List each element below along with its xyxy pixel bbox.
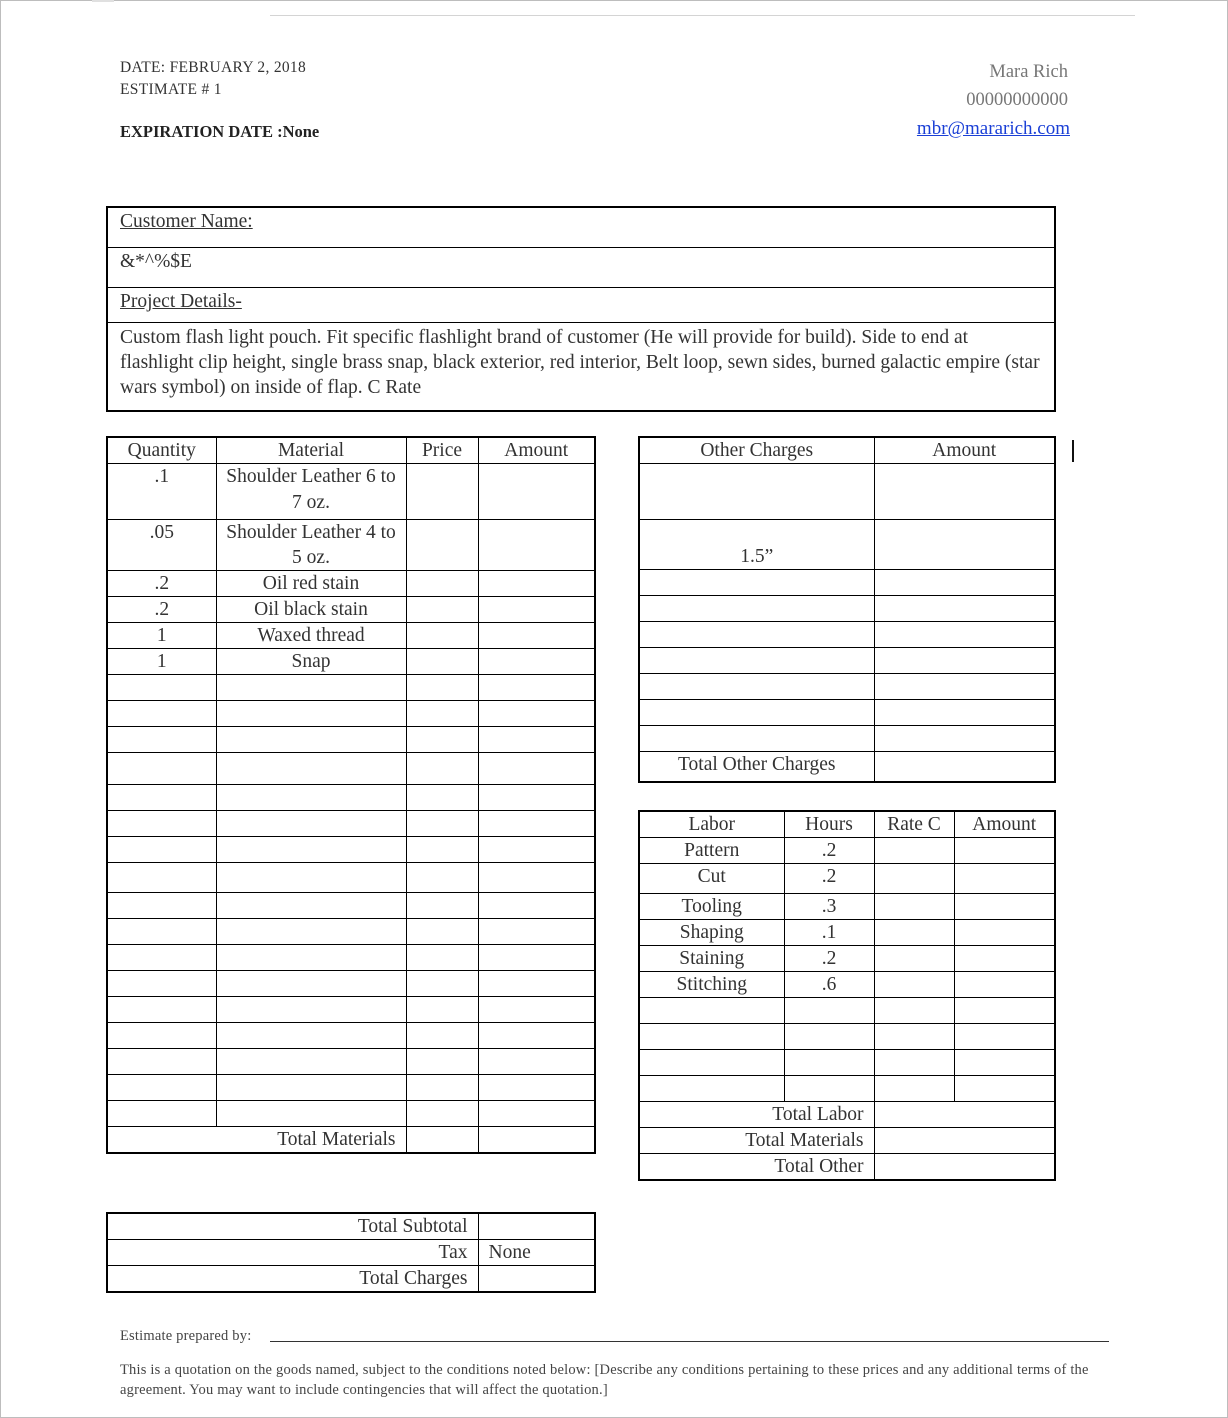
labor-rate-cell[interactable] bbox=[874, 838, 954, 864]
labor-hours-cell[interactable]: .2 bbox=[784, 864, 874, 894]
summary-total-materials-label: Total Materials bbox=[639, 1128, 874, 1154]
quantity-cell[interactable]: .2 bbox=[107, 597, 216, 623]
table-row bbox=[107, 571, 595, 597]
labor-task-cell[interactable]: Tooling bbox=[639, 894, 784, 920]
labor-rate-cell[interactable] bbox=[874, 946, 954, 972]
total-materials-label: Total Materials bbox=[107, 1127, 406, 1154]
quantity-cell[interactable]: 1 bbox=[107, 623, 216, 649]
other-charges-total-row bbox=[639, 752, 1055, 782]
project-details-label-row bbox=[108, 288, 1054, 323]
table-row[interactable] bbox=[639, 726, 1055, 752]
labor-task-cell[interactable]: Pattern bbox=[639, 838, 784, 864]
material-cell[interactable]: Waxed thread bbox=[216, 623, 406, 649]
price-cell[interactable] bbox=[406, 623, 478, 649]
subtotal-row bbox=[107, 1213, 595, 1240]
table-row bbox=[639, 946, 1055, 972]
table-row bbox=[107, 623, 595, 649]
table-row[interactable] bbox=[107, 1049, 595, 1075]
other-charge-cell[interactable] bbox=[639, 464, 874, 520]
amount-cell[interactable] bbox=[478, 464, 595, 520]
total-charges-row bbox=[107, 1266, 595, 1293]
table-row bbox=[107, 649, 595, 675]
total-other-charges-label: Total Other Charges bbox=[639, 752, 874, 782]
price-cell[interactable] bbox=[406, 464, 478, 520]
labor-task-cell[interactable]: Shaping bbox=[639, 920, 784, 946]
table-row[interactable] bbox=[107, 971, 595, 997]
table-row[interactable] bbox=[639, 570, 1055, 596]
customer-name-value: &*^%$E bbox=[120, 251, 192, 272]
amount-cell[interactable] bbox=[478, 571, 595, 597]
table-row[interactable] bbox=[107, 945, 595, 971]
other-amount-cell[interactable] bbox=[874, 520, 1055, 570]
labor-hours-cell[interactable]: .2 bbox=[784, 838, 874, 864]
customer-name-value-row[interactable] bbox=[108, 248, 1054, 288]
table-row[interactable] bbox=[639, 648, 1055, 674]
quantity-cell[interactable]: .2 bbox=[107, 571, 216, 597]
quotation-note: This is a quotation on the goods named, subject to the conditions noted below: [Describe any conditions pertaining to these prices and any additional terms of the agreement. You may want to include contingencies that will affect the quotation.] bbox=[120, 1362, 1089, 1398]
other-amount-header: Amount bbox=[874, 437, 1055, 464]
table-row[interactable] bbox=[639, 622, 1055, 648]
quantity-cell[interactable]: .05 bbox=[107, 520, 216, 571]
labor-rate-cell[interactable] bbox=[874, 972, 954, 998]
estimate-number: ESTIMATE # 1 bbox=[120, 81, 222, 98]
labor-hours-cell[interactable]: .3 bbox=[784, 894, 874, 920]
labor-summary-row bbox=[639, 1102, 1055, 1128]
table-row[interactable] bbox=[107, 863, 595, 893]
table-row[interactable] bbox=[107, 753, 595, 785]
quantity-cell[interactable]: 1 bbox=[107, 649, 216, 675]
table-row[interactable] bbox=[639, 700, 1055, 726]
amount-header: Amount bbox=[478, 437, 595, 464]
labor-amount-header: Amount bbox=[954, 811, 1055, 838]
customer-box bbox=[106, 206, 1056, 412]
table-row[interactable] bbox=[107, 893, 595, 919]
material-header: Material bbox=[216, 437, 406, 464]
project-details-value[interactable]: Custom flash light pouch. Fit specific flashlight brand of customer (He will provide for build). Side to end at flashlight clip height, single brass snap, black exterior, red interior, Belt loop, sewn sides, burned galactic empire (star wars symbol) on inside of flap. C Rate bbox=[120, 327, 1040, 398]
contact-name: Mara Rich bbox=[989, 62, 1068, 82]
table-row bbox=[107, 597, 595, 623]
contact-email-link[interactable]: mbr@mararich.com bbox=[916, 118, 1070, 139]
table-row[interactable] bbox=[107, 701, 595, 727]
labor-header: Labor bbox=[639, 811, 784, 838]
table-row[interactable] bbox=[639, 1076, 1055, 1102]
price-cell[interactable] bbox=[406, 571, 478, 597]
other-amount-cell[interactable] bbox=[874, 464, 1055, 520]
table-row[interactable] bbox=[107, 997, 595, 1023]
table-row[interactable] bbox=[639, 998, 1055, 1024]
total-materials-price-cell[interactable] bbox=[406, 1127, 478, 1154]
total-subtotal-label: Total Subtotal bbox=[107, 1213, 478, 1240]
labor-task-cell[interactable]: Staining bbox=[639, 946, 784, 972]
table-row[interactable] bbox=[639, 674, 1055, 700]
materials-header-row bbox=[107, 437, 595, 464]
table-row[interactable] bbox=[107, 1075, 595, 1101]
labor-amount-cell[interactable] bbox=[954, 920, 1055, 946]
labor-amount-cell[interactable] bbox=[954, 838, 1055, 864]
prepared-by-label: Estimate prepared by: bbox=[120, 1328, 252, 1344]
other-charges-header-row bbox=[639, 437, 1055, 464]
material-cell[interactable]: Oil red stain bbox=[216, 571, 406, 597]
summary-total-materials-amount[interactable] bbox=[874, 1128, 1055, 1154]
other-charges-header: Other Charges bbox=[639, 437, 874, 464]
material-cell[interactable]: Shoulder Leather 4 to 5 oz. bbox=[216, 520, 406, 571]
totals-table bbox=[106, 1212, 596, 1293]
table-row[interactable] bbox=[107, 1023, 595, 1049]
table-row bbox=[639, 464, 1055, 520]
price-header: Price bbox=[406, 437, 478, 464]
materials-table bbox=[106, 436, 596, 1154]
amount-cell[interactable] bbox=[478, 649, 595, 675]
table-row[interactable] bbox=[107, 1101, 595, 1127]
amount-cell[interactable] bbox=[478, 520, 595, 571]
labor-rate-cell[interactable] bbox=[874, 864, 954, 894]
quantity-cell[interactable]: .1 bbox=[107, 464, 216, 520]
price-cell[interactable] bbox=[406, 649, 478, 675]
header-rule bbox=[270, 15, 1135, 16]
table-row bbox=[639, 972, 1055, 998]
total-other-label: Total Other bbox=[639, 1154, 874, 1181]
labor-summary-row bbox=[639, 1154, 1055, 1181]
material-cell[interactable]: Oil black stain bbox=[216, 597, 406, 623]
tax-label: Tax bbox=[107, 1240, 478, 1266]
total-labor-amount[interactable] bbox=[874, 1102, 1055, 1128]
table-row bbox=[639, 894, 1055, 920]
labor-table bbox=[638, 810, 1056, 1181]
table-row[interactable] bbox=[107, 727, 595, 753]
total-materials-amount-cell[interactable] bbox=[478, 1127, 595, 1154]
price-cell[interactable] bbox=[406, 520, 478, 571]
labor-rate-cell[interactable] bbox=[874, 894, 954, 920]
table-row bbox=[639, 864, 1055, 894]
amount-cell[interactable] bbox=[478, 623, 595, 649]
expiration-date: EXPIRATION DATE :None bbox=[120, 122, 320, 141]
total-other-amount[interactable] bbox=[874, 1154, 1055, 1181]
rate-header: Rate C bbox=[874, 811, 954, 838]
price-cell[interactable] bbox=[406, 597, 478, 623]
quantity-header: Quantity bbox=[107, 437, 216, 464]
labor-hours-cell[interactable]: .2 bbox=[784, 946, 874, 972]
table-row[interactable] bbox=[639, 1050, 1055, 1076]
text-cursor-icon bbox=[1072, 440, 1074, 462]
labor-task-cell[interactable]: Stitching bbox=[639, 972, 784, 998]
hours-header: Hours bbox=[784, 811, 874, 838]
project-details-label: Project Details- bbox=[120, 291, 242, 312]
table-row[interactable] bbox=[107, 785, 595, 811]
ruler-mark bbox=[92, 0, 114, 2]
customer-name-label-row bbox=[108, 208, 1054, 248]
signature-line[interactable] bbox=[270, 1341, 1109, 1342]
other-charge-cell[interactable]: 1.5” bbox=[639, 520, 874, 570]
labor-hours-cell[interactable]: .1 bbox=[784, 920, 874, 946]
table-row bbox=[639, 838, 1055, 864]
total-subtotal-amount[interactable] bbox=[478, 1213, 595, 1240]
labor-amount-cell[interactable] bbox=[954, 972, 1055, 998]
table-row bbox=[107, 520, 595, 571]
material-cell[interactable]: Snap bbox=[216, 649, 406, 675]
materials-total-row bbox=[107, 1127, 595, 1154]
labor-task-cell[interactable]: Cut bbox=[639, 864, 784, 894]
table-row[interactable] bbox=[639, 596, 1055, 622]
table-row[interactable] bbox=[107, 837, 595, 863]
tax-row bbox=[107, 1240, 595, 1266]
labor-amount-cell[interactable] bbox=[954, 894, 1055, 920]
labor-amount-cell[interactable] bbox=[954, 946, 1055, 972]
amount-cell[interactable] bbox=[478, 597, 595, 623]
total-other-charges-amount[interactable] bbox=[874, 752, 1055, 782]
table-row[interactable] bbox=[107, 811, 595, 837]
total-charges-label: Total Charges bbox=[107, 1266, 478, 1293]
labor-hours-cell[interactable]: .6 bbox=[784, 972, 874, 998]
labor-header-row bbox=[639, 811, 1055, 838]
labor-rate-cell[interactable] bbox=[874, 920, 954, 946]
contact-phone: 00000000000 bbox=[966, 90, 1068, 110]
table-row[interactable] bbox=[107, 675, 595, 701]
other-charges-table bbox=[638, 436, 1056, 783]
customer-name-label: Customer Name: bbox=[120, 211, 253, 232]
tax-value[interactable]: None bbox=[478, 1240, 595, 1266]
total-labor-label: Total Labor bbox=[639, 1102, 874, 1128]
table-row[interactable] bbox=[639, 1024, 1055, 1050]
table-row bbox=[107, 464, 595, 520]
estimate-date: DATE: FEBRUARY 2, 2018 bbox=[120, 59, 307, 76]
table-row bbox=[639, 920, 1055, 946]
labor-summary-row bbox=[639, 1128, 1055, 1154]
total-charges-amount[interactable] bbox=[478, 1266, 595, 1293]
material-cell[interactable]: Shoulder Leather 6 to 7 oz. bbox=[216, 464, 406, 520]
table-row bbox=[639, 520, 1055, 570]
labor-amount-cell[interactable] bbox=[954, 864, 1055, 894]
table-row[interactable] bbox=[107, 919, 595, 945]
